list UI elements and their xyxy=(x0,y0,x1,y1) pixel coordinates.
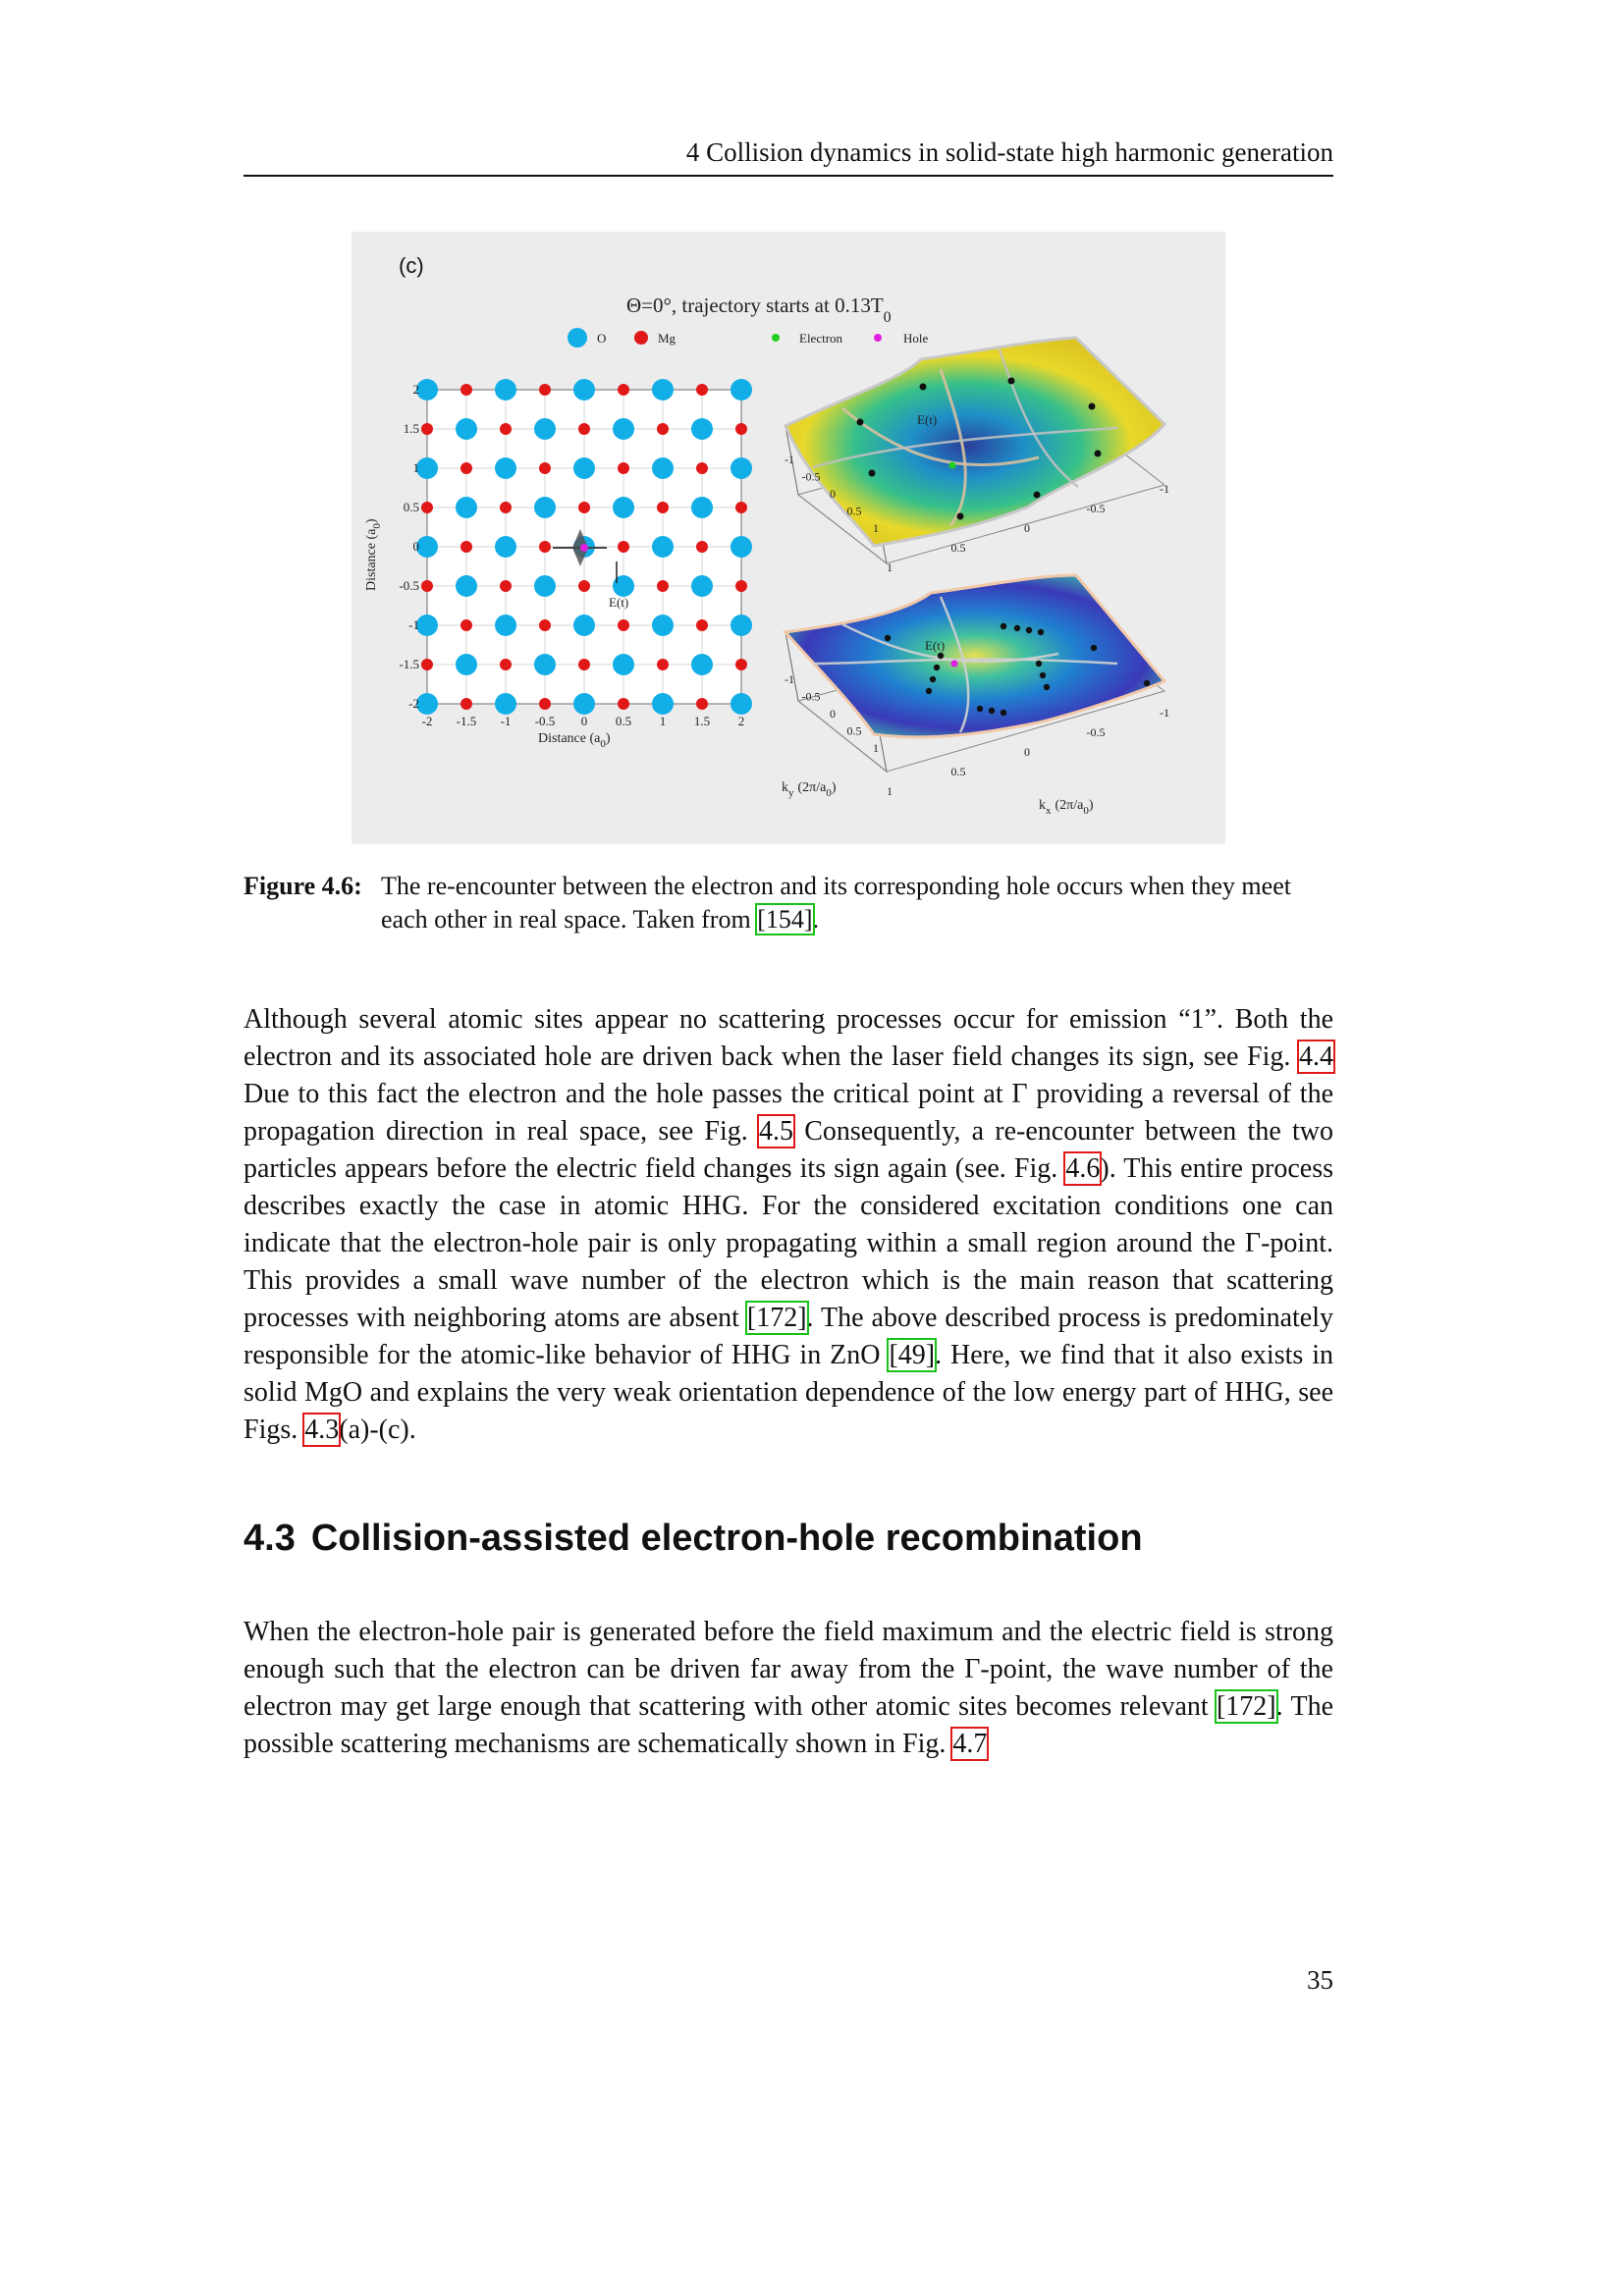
magnesium-atom xyxy=(735,502,747,513)
running-header: 4 Collision dynamics in solid-state high harmonic generation xyxy=(685,137,1333,167)
oxygen-atom xyxy=(573,379,595,400)
citation-link[interactable]: [172] xyxy=(746,1303,807,1333)
magnesium-atom xyxy=(460,619,472,631)
oxygen-atom xyxy=(731,379,752,400)
surface-tick-label: 1 xyxy=(873,741,879,755)
plot-title: Θ=0°, trajectory starts at $0.13T_0$ xyxy=(626,294,892,326)
oxygen-atom xyxy=(573,614,595,636)
magnesium-atom xyxy=(735,580,747,592)
surface-tick-label: 0 xyxy=(1024,521,1030,535)
magnesium-atom xyxy=(735,659,747,670)
paragraph-text: Although several atomic sites appear no scattering processes occur for emission “1”. Both the electron and its associated hole are driven back when the laser field changes its sign, see Fig. xyxy=(244,1004,1333,1072)
oxygen-atom xyxy=(495,536,516,558)
caption-label: Figure 4.6: xyxy=(244,872,362,900)
lattice-y-ticks xyxy=(399,382,419,711)
paragraph-text: . Here, we find that it also exists in solid MgO and explains the very weak orientation dependence of the low energy part of HHG, see Figs. xyxy=(244,1340,1333,1445)
oxygen-atom xyxy=(456,418,477,440)
oxygen-atom xyxy=(416,536,438,558)
caption-body: The re-encounter between the electron and its corresponding hole occurs when they meet each other in real space. Taken from xyxy=(381,872,1291,934)
hole-marker-valence xyxy=(951,661,958,667)
magnesium-atom xyxy=(460,462,472,474)
figure-link[interactable]: 4.3 xyxy=(304,1415,340,1445)
surface-tick-label: -0.5 xyxy=(801,469,821,484)
oxygen-atom xyxy=(652,379,674,400)
x-tick-label: 2 xyxy=(737,714,745,728)
magnesium-atom xyxy=(460,698,472,710)
y-tick-label: -1 xyxy=(408,617,419,632)
x-tick-label: -2 xyxy=(421,714,433,728)
lattice-field-label: E(t) xyxy=(609,595,629,610)
y-tick-label: -1.5 xyxy=(399,657,419,671)
y-tick-label: 0 xyxy=(412,539,419,554)
oxygen-atom xyxy=(416,693,438,715)
bottom-field-label: E(t) xyxy=(925,638,946,653)
citation-link[interactable]: [172] xyxy=(1216,1691,1276,1722)
y-tick-label: -0.5 xyxy=(399,578,419,593)
magnesium-atom xyxy=(500,580,512,592)
oxygen-atom xyxy=(613,497,634,518)
magnesium-atom xyxy=(618,698,629,710)
oxygen-atom xyxy=(495,614,516,636)
legend xyxy=(568,328,929,347)
oxygen-atom xyxy=(534,575,556,597)
magnesium-atom xyxy=(657,659,669,670)
caption-end: . xyxy=(812,905,820,934)
electron-marker xyxy=(949,462,956,469)
surface-tick-label: 0 xyxy=(830,487,836,501)
oxygen-atom xyxy=(731,536,752,558)
surface-tick-label: 1 xyxy=(887,561,893,574)
surface-tick-label: -1 xyxy=(1160,706,1169,720)
figure-graphic xyxy=(352,232,1225,844)
magnesium-atom xyxy=(421,502,433,513)
lattice-plot xyxy=(364,379,752,750)
oxygen-atom xyxy=(495,693,516,715)
magnesium-atom xyxy=(578,423,590,435)
oxygen-atom xyxy=(652,536,674,558)
ky-axis-label: $k_y$ $(2\pi/a_0)$ xyxy=(782,780,837,799)
oxygen-atom xyxy=(613,654,634,675)
magnesium-atom xyxy=(500,659,512,670)
x-tick-label: -1.5 xyxy=(456,714,477,728)
kx-axis-label: $k_x$ $(2\pi/a_0)$ xyxy=(1039,798,1094,817)
section-number: 4.3 xyxy=(244,1518,296,1559)
page-number: 35 xyxy=(1307,1965,1333,1995)
surface-tick-label: 0 xyxy=(830,707,836,721)
magnesium-atom xyxy=(735,423,747,435)
surface-tick-label: -1 xyxy=(785,453,794,466)
magnesium-atom xyxy=(539,541,551,553)
surface-tick-label: 0.5 xyxy=(846,504,862,518)
lattice-x-axis-label: Distance $(a_0)$ xyxy=(538,731,611,750)
oxygen-atom xyxy=(691,418,713,440)
oxygen-atom xyxy=(731,693,752,715)
surface-tick-label: -0.5 xyxy=(1086,725,1106,739)
surface-tick-label: -1 xyxy=(1160,482,1169,496)
magnesium-atom xyxy=(657,580,669,592)
x-tick-label: 0.5 xyxy=(615,714,632,728)
oxygen-atom xyxy=(456,654,477,675)
section-title: Collision-assisted electron-hole recombination xyxy=(310,1518,1143,1559)
paragraph-text: (a)-(c). xyxy=(339,1415,416,1445)
oxygen-atom xyxy=(652,693,674,715)
oxygen-atom xyxy=(416,457,438,479)
oxygen-atom xyxy=(534,418,556,440)
conduction-band-surface xyxy=(785,338,1169,574)
legend-hole-label: Hole xyxy=(903,331,929,346)
oxygen-atom xyxy=(534,497,556,518)
surface-tick-label: 0.5 xyxy=(950,541,966,555)
legend-magnesium-label: Mg xyxy=(658,331,677,346)
magnesium-atom xyxy=(539,619,551,631)
magnesium-atom xyxy=(657,423,669,435)
figure-link[interactable]: 4.5 xyxy=(758,1116,793,1147)
oxygen-atom xyxy=(534,654,556,675)
caption-text xyxy=(381,870,1333,936)
surface-tick-label: 0 xyxy=(1024,745,1030,759)
oxygen-atom xyxy=(691,497,713,518)
y-tick-label: 1 xyxy=(412,460,419,475)
oxygen-atom xyxy=(731,457,752,479)
magnesium-atom xyxy=(618,541,629,553)
magnesium-atom xyxy=(696,698,708,710)
paragraph-text: ). This entire process describes exactly the case in atomic HHG. For the considered excitation conditions one can indicate that the electron-hole pair is only propagating within a small region around the Γ-point. This provides a small wave number of the electron which is the main reason that scattering processes with neighboring atoms are absent xyxy=(244,1153,1333,1333)
magnesium-atom xyxy=(539,698,551,710)
y-tick-label: 2 xyxy=(412,382,419,397)
panel-label: (c) xyxy=(399,253,424,278)
oxygen-atom xyxy=(652,457,674,479)
figure-link[interactable]: 4.7 xyxy=(952,1729,988,1759)
magnesium-atom xyxy=(578,502,590,513)
magnesium-atom xyxy=(696,541,708,553)
surface-tick-label: 0.5 xyxy=(846,723,862,738)
lattice-y-axis-label: Distance $(a_0)$ xyxy=(364,518,383,591)
figure-link[interactable]: 4.6 xyxy=(1065,1153,1101,1184)
surface-tick-label: 1 xyxy=(873,521,879,535)
citation-link[interactable]: [49] xyxy=(889,1340,936,1370)
x-tick-label: 1 xyxy=(659,714,667,728)
magnesium-atom xyxy=(618,619,629,631)
paragraph-text: . The above described process is predominately responsible for the atomic-like behavior of HHG in ZnO xyxy=(244,1303,1333,1370)
surface-tick-label: 0.5 xyxy=(950,765,966,778)
figure-4-6 xyxy=(352,232,1225,844)
oxygen-atom xyxy=(573,693,595,715)
legend-hole-marker xyxy=(874,334,882,342)
x-tick-label: 1.5 xyxy=(693,714,711,728)
surface-tick-label: -0.5 xyxy=(801,689,821,704)
y-tick-label: -2 xyxy=(408,696,419,711)
magnesium-atom xyxy=(500,423,512,435)
x-tick-label: -1 xyxy=(500,714,512,728)
surface-tick-label: 1 xyxy=(887,784,893,798)
magnesium-atom xyxy=(421,423,433,435)
legend-oxygen-marker xyxy=(568,328,587,347)
legend-oxygen-label: O xyxy=(597,331,607,346)
paragraph-text: When the electron-hole pair is generated before the field maximum and the electric field is strong enough such that the electron can be driven far away from the Γ-point, the wave number of the electron may get large enough that scattering with other atomic sites becomes relevant xyxy=(244,1617,1333,1722)
magnesium-atom xyxy=(421,659,433,670)
magnesium-atom xyxy=(500,502,512,513)
surface-tick-label: -0.5 xyxy=(1086,502,1106,515)
oxygen-atom xyxy=(731,614,752,636)
paragraph-2 xyxy=(244,1614,1333,1763)
magnesium-atom xyxy=(460,384,472,396)
magnesium-atom xyxy=(421,580,433,592)
magnesium-atom xyxy=(539,384,551,396)
x-tick-label: 0 xyxy=(580,714,588,728)
magnesium-atom xyxy=(696,462,708,474)
lattice-x-ticks xyxy=(422,714,745,728)
paragraph-text: Due to this fact the electron and the hole passes the critical point at Γ providing a reversal of the propagation direction in real space, see Fig. xyxy=(244,1079,1333,1147)
citation-link[interactable]: [154] xyxy=(757,905,813,934)
oxygen-atom xyxy=(456,575,477,597)
magnesium-atom xyxy=(696,619,708,631)
header-rule xyxy=(244,175,1333,177)
top-field-label: E(t) xyxy=(917,412,938,427)
y-tick-label: 1.5 xyxy=(403,421,419,436)
magnesium-atom xyxy=(696,384,708,396)
oxygen-atom xyxy=(416,379,438,400)
legend-electron-label: Electron xyxy=(799,331,843,346)
hole-marker xyxy=(580,544,588,552)
oxygen-atom xyxy=(691,654,713,675)
figure-link[interactable]: 4.4 xyxy=(1299,1041,1333,1072)
surface-tick-label: -1 xyxy=(785,672,794,686)
y-tick-label: 0.5 xyxy=(403,500,419,514)
magnesium-atom xyxy=(460,541,472,553)
magnesium-atom xyxy=(618,384,629,396)
magnesium-atom xyxy=(578,659,590,670)
oxygen-atom xyxy=(495,457,516,479)
magnesium-atom xyxy=(578,580,590,592)
oxygen-atom xyxy=(652,614,674,636)
section-heading xyxy=(244,1516,1143,1561)
oxygen-atom xyxy=(456,497,477,518)
paragraph-text: Consequently, a re-encounter between the two particles appears before the electric field changes its sign again (see. Fig. xyxy=(244,1116,1333,1184)
oxygen-atom xyxy=(573,457,595,479)
magnesium-atom xyxy=(657,502,669,513)
paragraph-1 xyxy=(244,1001,1333,1449)
x-tick-label: -0.5 xyxy=(534,714,556,728)
magnesium-atom xyxy=(539,462,551,474)
oxygen-atom xyxy=(691,575,713,597)
legend-magnesium-marker xyxy=(634,331,648,345)
oxygen-atom xyxy=(416,614,438,636)
oxygen-atom xyxy=(495,379,516,400)
valence-band-surface xyxy=(782,575,1169,817)
magnesium-atom xyxy=(618,462,629,474)
oxygen-atom xyxy=(613,418,634,440)
paragraph-text: . The possible scattering mechanisms are schematically shown in Fig. xyxy=(244,1691,1333,1759)
legend-electron-marker xyxy=(772,334,780,342)
